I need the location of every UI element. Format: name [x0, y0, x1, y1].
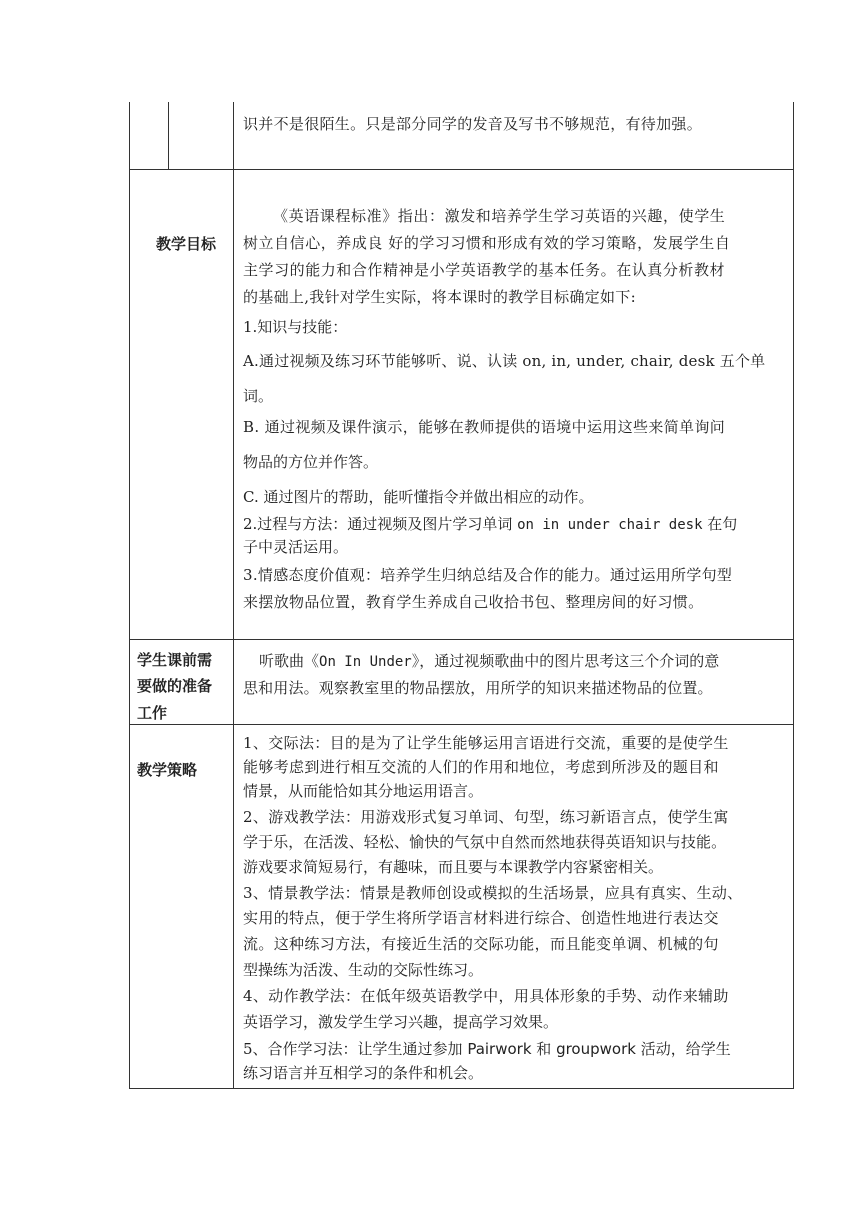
- table-inner-divider: [168, 102, 169, 169]
- goals-process-words: on in under chair desk: [517, 517, 703, 533]
- goals-item-a-line-2: 词。: [243, 387, 274, 405]
- strategy-line-1: 1、交际法：目的是为了让学生能够运用言语进行交流，重要的是使学生: [243, 734, 729, 752]
- strategy-line-5: 学于乐，在活泼、轻松、愉快的气氛中自然而然地获得英语知识与技能。: [243, 833, 727, 851]
- prep-label-line-3: 工作: [137, 704, 168, 722]
- goals-process-line-1: [243, 512, 737, 537]
- strategy-line-10: 型操练为活泼、生动的交际性练习。: [243, 961, 484, 979]
- table-border-left: [129, 102, 130, 1089]
- goals-attitude-line-1: 3.情感态度价值观：培养学生归纳总结及合作的能力。通过运用所学句型: [243, 566, 733, 584]
- strategy-line-14: 练习语言并互相学习的条件和机会。: [243, 1064, 484, 1082]
- goals-intro-line-3: 主学习的能力和合作精神是小学英语教学的基本任务。在认真分析教材: [243, 261, 726, 279]
- prep-song-title: On In Under: [319, 654, 412, 670]
- goals-process-prefix: 2.过程与方法：通过视频及图片学习单词: [243, 515, 518, 533]
- strategy-groupwork: groupwork: [556, 1040, 636, 1058]
- goals-process-line-2: 子中灵活运用。: [243, 538, 349, 556]
- strategy-line-2: 能够考虑到进行相互交流的人们的作用和地位，考虑到所涉及的题目和: [243, 758, 719, 776]
- strategy-line-13: [243, 1037, 731, 1061]
- table-border-right: [793, 102, 794, 1089]
- prep-line-1-suffix: 》，通过视频歌曲中的图片思考这三个介词的意: [411, 652, 720, 670]
- table-column-divider: [233, 102, 234, 1089]
- strategy-line-6: 游戏要求简短易行，有趣味，而且要与本课教学内容紧密相关。: [243, 858, 664, 876]
- strategy-coop-prefix: 5、合作学习法：让学生通过参加: [243, 1040, 468, 1058]
- row-divider-1: [129, 169, 794, 170]
- table-border-bottom: [129, 1088, 794, 1089]
- prep-line-1-prefix: 听歌曲《: [259, 652, 320, 670]
- strategy-line-4: 2、游戏教学法：用游戏形式复习单词、句型，练习新语言点，使学生寓: [243, 808, 729, 826]
- goals-label: 教学目标: [156, 235, 217, 253]
- strategy-label: 教学策略: [137, 761, 198, 779]
- row-continuation-text: 识并不是很陌生。只是部分同学的发音及写书不够规范，有待加强。: [243, 115, 703, 133]
- strategy-line-7: 3、情景教学法：情景是教师创设或模拟的生活场景，应具有真实、生动、: [243, 884, 743, 902]
- goals-intro-line-1: 《英语课程标准》指出：激发和培养学生学习英语的兴趣，使学生: [273, 207, 726, 225]
- goals-intro-line-2: 树立自信心，养成良 好的学习习惯和形成有效的学习策略，发展学生自: [243, 234, 731, 252]
- goals-knowledge-title: 1.知识与技能：: [243, 318, 348, 336]
- prep-line-1: [259, 649, 719, 674]
- row-divider-2: [129, 639, 794, 640]
- strategy-line-8: 实用的特点，便于学生将所学语言材料进行综合、创造性地进行表达交: [243, 909, 719, 927]
- strategy-line-3: 情景，从而能恰如其分地运用语言。: [243, 782, 484, 800]
- goals-item-c: C. 通过图片的帮助，能听懂指令并做出相应的动作。: [243, 488, 594, 506]
- strategy-line-9: 流。这种练习方法，有接近生活的交际功能，而且能变单调、机械的句: [243, 935, 719, 953]
- prep-line-2: 思和用法。观察教室里的物品摆放，用所学的知识来描述物品的位置。: [243, 679, 713, 697]
- strategy-line-12: 英语学习，激发学生学习兴趣，提高学习效果。: [243, 1013, 559, 1031]
- goals-item-b-line-1: B. 通过视频及课件演示，能够在教师提供的语境中运用这些来简单询问: [243, 418, 726, 436]
- strategy-coop-mid: 和: [531, 1040, 557, 1058]
- goals-process-suffix: 在句: [702, 515, 738, 533]
- goals-item-b-line-2: 物品的方位并作答。: [243, 453, 379, 471]
- prep-label-line-1: 学生课前需: [137, 651, 213, 669]
- prep-label-line-2: 要做的准备: [137, 677, 213, 695]
- goals-attitude-line-2: 来摆放物品位置，教育学生养成自己收拾书包、整理房间的好习惯。: [243, 593, 704, 611]
- goals-intro-line-4: 的基础上,我针对学生实际，将本课时的教学目标确定如下:: [243, 288, 636, 306]
- strategy-coop-suffix: 活动，给学生: [635, 1040, 731, 1058]
- goals-item-a-line-1: A.通过视频及练习环节能够听、说、认读 on, in, under, chair, desk 五个单: [243, 352, 766, 370]
- strategy-pairwork: Pairwork: [467, 1040, 532, 1058]
- strategy-line-11: 4、动作教学法：在低年级英语教学中，用具体形象的手势、动作来辅助: [243, 987, 729, 1005]
- row-divider-3: [129, 724, 794, 725]
